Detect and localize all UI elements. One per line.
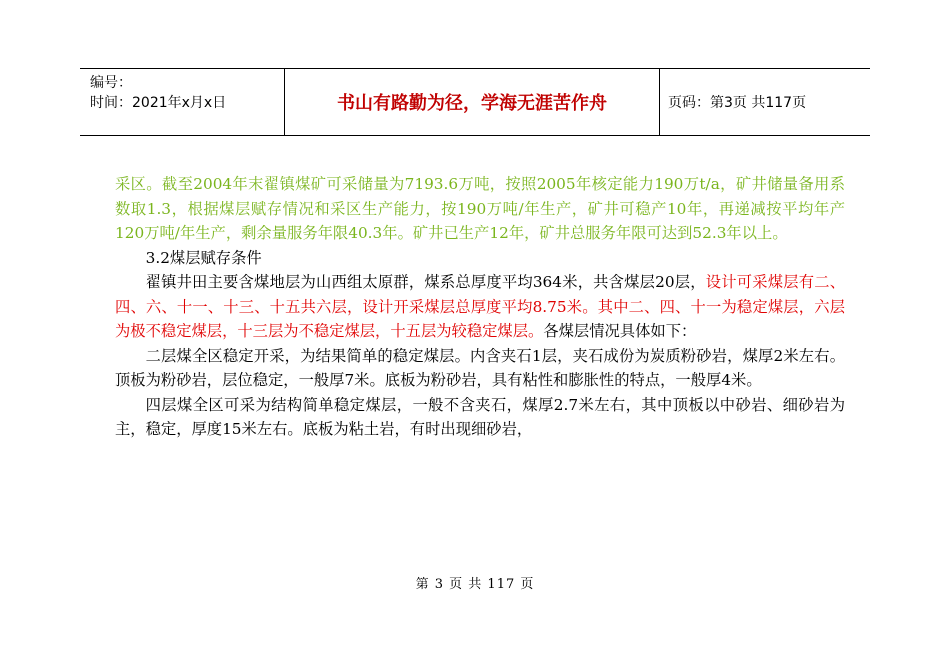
section-heading: 3.2煤层赋存条件 [145, 248, 262, 267]
motto-cell [285, 69, 660, 135]
page-info-text: 页码：第3页 共117页 [668, 95, 807, 111]
paragraph-seams-intro: 翟镇井田主要含煤地层为山西组太原群，煤系总厚度平均364米，共含煤层20层， [145, 273, 706, 291]
paragraph-seams-highlight: 设计可采煤层有二、四、六、十一、十三、十五共六层，设计开采煤层总厚度平均8.75米。其中二、四、十一为稳定煤层，六层为极不稳定煤层，十三层为不稳定煤层，十五层为较稳定煤层。 [115, 273, 845, 340]
code-label: 编号： [90, 75, 132, 91]
paragraph-seam-4: 四层煤全区可采为结构简单稳定煤层，一般不含夹石，煤厚2.7米左右，其中顶板以中砂岩、细砂岩为主，稳定，厚度15米左右。底板为粘土岩，有时出现细砂岩， [115, 395, 845, 438]
page-footer: 第 3 页 共 117 页 [415, 577, 535, 592]
paragraph-seams [115, 270, 845, 344]
paragraph-seams-tail: 各煤层情况具体如下： [543, 322, 697, 340]
time-label: 时间：2021年x月x日 [90, 95, 227, 111]
document-body [115, 172, 845, 442]
header-meta-cell [80, 69, 285, 135]
header-table [80, 68, 870, 136]
paragraph-seam-2: 二层煤全区稳定开采，为结果简单的稳定煤层。内含夹石1层，夹石成份为炭质粉砂岩，煤厚2米左右。顶板为粉砂岩，层位稳定，一般厚7米。底板为粉砂岩，具有粘性和膨胀性的特点，一般厚4米。 [115, 346, 845, 389]
paragraph-reserves: 采区。截至2004年末翟镇煤矿可采储量为7193.6万吨，按照2005年核定能力190万t/a，矿井储量备用系数取1.3，根据煤层赋存情况和采区生产能力，按190万吨/年生产，矿井可稳产10年，再递减按平均年产120万吨/年生产，剩余量服务年限40.3年。矿井已生产12年，矿井总服务年限可达到52.3年以上。 [115, 175, 845, 242]
motto-text: 书山有路勤为径，学海无涯苦作舟 [337, 93, 607, 114]
page-info-cell [660, 69, 870, 135]
